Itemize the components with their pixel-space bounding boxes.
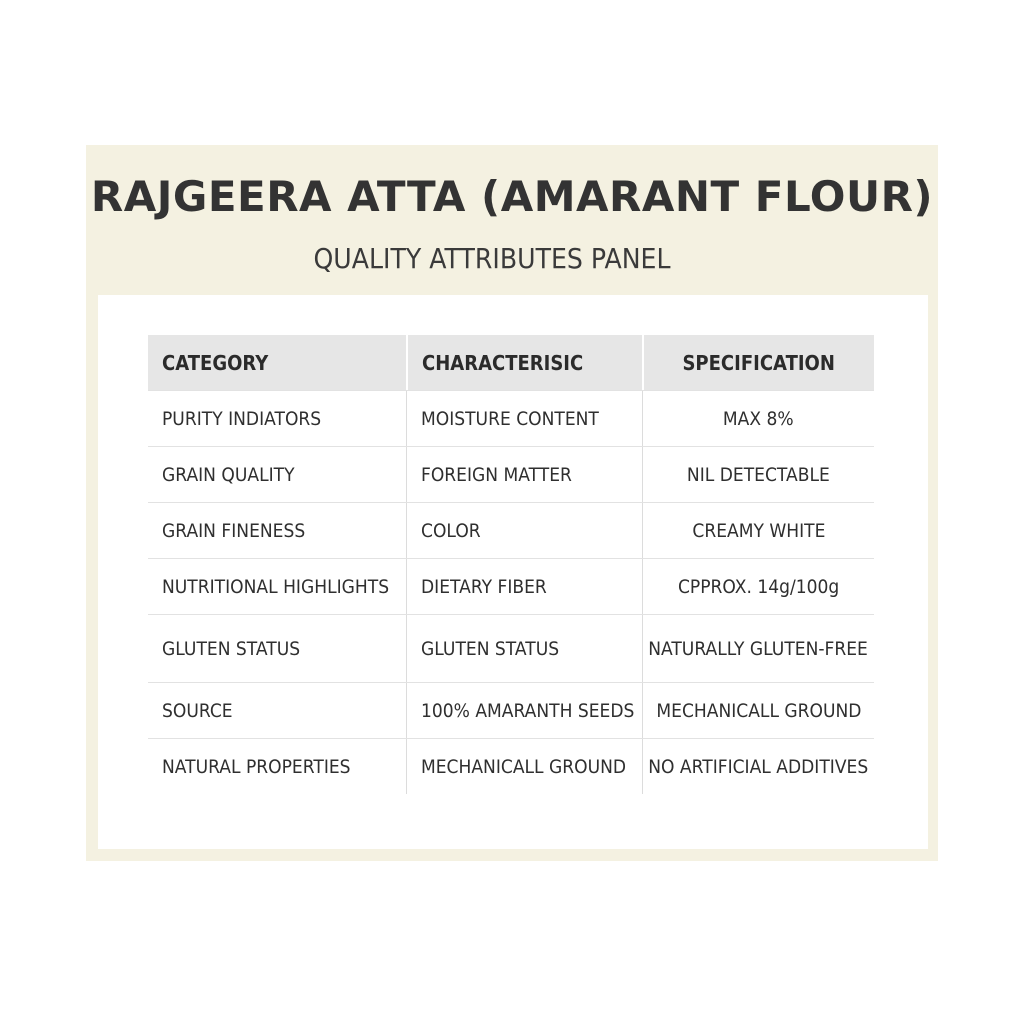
table-row <box>148 559 874 615</box>
panel-body <box>98 295 928 849</box>
cell-specification: MAX 8% <box>642 391 874 446</box>
cell-specification: NIL DETECTABLE <box>642 447 874 502</box>
table-row <box>148 447 874 503</box>
panel-title: RAJGEERA ATTA (AMARANT FLOUR) <box>90 172 934 221</box>
table-row <box>148 503 874 559</box>
cell-category: GRAIN QUALITY <box>162 463 295 486</box>
table-row <box>148 683 874 739</box>
cell-category: NATURAL PROPERTIES <box>162 755 351 778</box>
cell-category: PURITY INDIATORS <box>162 407 322 430</box>
cell-specification: CPPROX. 14g/100g <box>642 559 874 614</box>
quality-panel <box>86 145 938 861</box>
table-row <box>148 391 874 447</box>
cell-specification: MECHANICALL GROUND <box>642 683 874 738</box>
cell-characteristic: MOISTURE CONTENT <box>406 391 642 446</box>
cell-category: SOURCE <box>162 699 233 722</box>
panel-header <box>86 145 938 295</box>
header-specification: SPECIFICATION <box>642 335 874 390</box>
attributes-table <box>148 335 874 794</box>
cell-specification: CREAMY WHITE <box>642 503 874 558</box>
cell-characteristic: DIETARY FIBER <box>406 559 642 614</box>
cell-characteristic: FOREIGN MATTER <box>406 447 642 502</box>
cell-characteristic: GLUTEN STATUS <box>406 615 642 682</box>
cell-category: GRAIN FINENESS <box>162 519 306 542</box>
table-row <box>148 615 874 683</box>
header-category: CATEGORY <box>148 335 406 390</box>
table-header-row <box>148 335 874 391</box>
cell-category: NUTRITIONAL HIGHLIGHTS <box>162 575 390 598</box>
cell-characteristic: MECHANICALL GROUND <box>406 739 642 794</box>
header-characteristic: CHARACTERISIC <box>406 335 642 390</box>
cell-characteristic: 100% AMARANTH SEEDS <box>406 683 642 738</box>
panel-subtitle: QUALITY ATTRIBUTES PANEL <box>313 242 671 275</box>
cell-specification: NATURALLY GLUTEN-FREE <box>642 615 874 682</box>
cell-specification: NO ARTIFICIAL ADDITIVES <box>642 739 874 794</box>
cell-characteristic: COLOR <box>406 503 642 558</box>
table-row <box>148 739 874 794</box>
cell-category: GLUTEN STATUS <box>162 637 301 660</box>
